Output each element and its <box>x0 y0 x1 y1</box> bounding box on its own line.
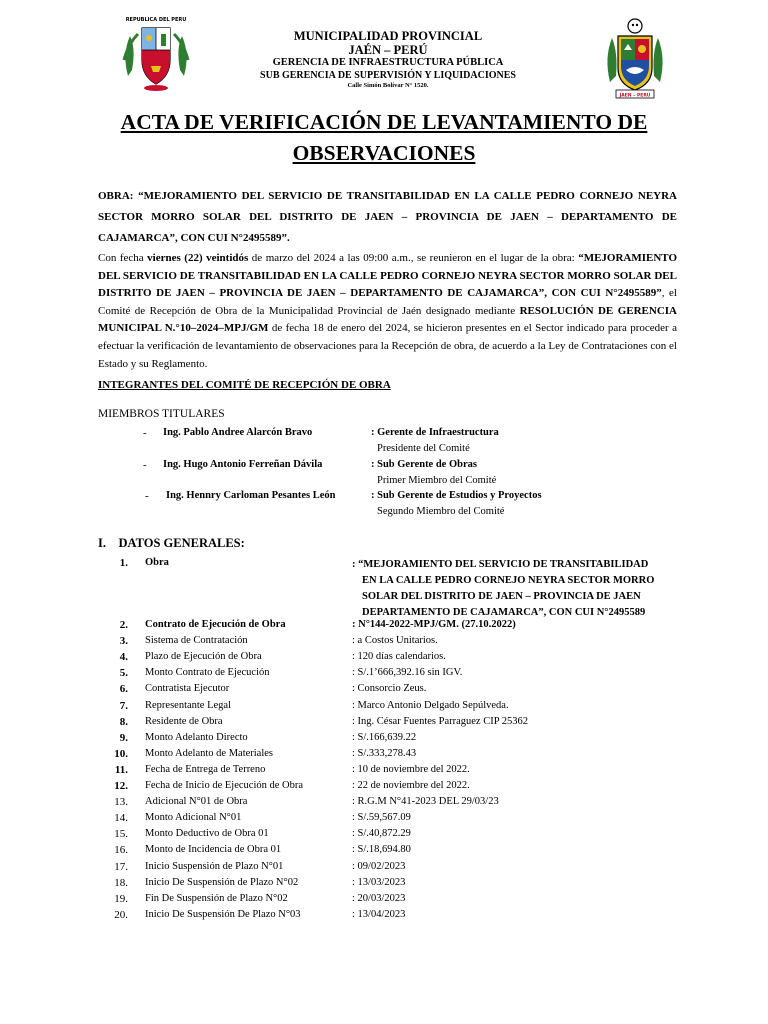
header-city: JAÉN – PERÚ <box>348 43 428 57</box>
row-number: 12. <box>114 780 128 792</box>
row-number: 2. <box>119 619 128 631</box>
row-number: 14. <box>114 812 128 824</box>
member-role: : Sub Gerente de Obras <box>371 459 477 470</box>
member-subtitle: Segundo Miembro del Comité <box>377 506 505 517</box>
document-title-line2: OBSERVACIONES <box>292 141 476 165</box>
header-subdepartment: SUB GERENCIA DE SUPERVISIÓN Y LIQUIDACIONES <box>260 70 516 81</box>
row-number: 18. <box>114 877 128 889</box>
row-value: : N°144-2022-MPJ/GM. (27.10.2022) <box>352 619 516 630</box>
row-number: 13. <box>114 796 128 808</box>
row-value: : a Costos Unitarios. <box>352 635 438 646</box>
member-dash: - <box>145 490 149 502</box>
row-label: Monto Contrato de Ejecución <box>145 667 270 678</box>
row-value: : 22 de noviembre del 2022. <box>352 780 470 791</box>
row-label: Monto Deductivo de Obra 01 <box>145 828 269 839</box>
member-subtitle: Primer Miembro del Comité <box>377 475 497 486</box>
member-dash: - <box>143 459 147 471</box>
row-number: 17. <box>114 861 128 873</box>
jaen-municipal-crest-icon <box>604 16 666 100</box>
row-value: : R.G.M N°41-2023 DEL 29/03/23 <box>352 796 499 807</box>
row-number: 10. <box>114 748 128 760</box>
row-label: Inicio Suspensión de Plazo N°01 <box>145 861 284 872</box>
row-label: Plazo de Ejecución de Obra <box>145 651 262 662</box>
row-value: : Marco Antonio Delgado Sepúlveda. <box>352 700 509 711</box>
row-label: Fecha de Entrega de Terreno <box>145 764 266 775</box>
member-name: Ing. Pablo Andree Alarcón Bravo <box>163 427 313 438</box>
obra-value-line: : “MEJORAMIENTO DEL SERVICIO DE TRANSITABILIDAD <box>352 559 649 570</box>
committee-heading: INTEGRANTES DEL COMITÉ DE RECEPCIÓN DE OBRA <box>98 379 391 391</box>
row-label: Monto Adelanto de Materiales <box>145 748 274 759</box>
header-department: GERENCIA DE INFRAESTRUCTURA PÚBLICA <box>272 57 504 68</box>
row-label: Representante Legal <box>145 700 231 711</box>
narrative-paragraph <box>98 250 677 373</box>
svg-text:REPUBLICA DEL PERU: REPUBLICA DEL PERU <box>125 17 187 23</box>
header-address: Calle Simón Bolívar N° 1520. <box>347 82 429 89</box>
row-number: 15. <box>114 828 128 840</box>
row-label: Fin De Suspensión de Plazo N°02 <box>145 893 288 904</box>
row-value: : 13/03/2023 <box>352 877 406 888</box>
narrative-segment: , el Comité de Recepción de Obra de la Municipalidad Provincial de Jaén designado mediante <box>98 287 677 317</box>
datos-generales-heading: I. DATOS GENERALES: <box>98 536 245 550</box>
row-number: 8. <box>119 716 128 728</box>
row-number: 5. <box>119 667 128 679</box>
row-label: Contratista Ejecutor <box>145 683 230 694</box>
row-value: : S/.59,567.09 <box>352 812 411 823</box>
row-number: 11. <box>114 764 128 776</box>
narrative-segment: de marzo del 2024 a las 09:00 a.m., se reunieron en el lugar de la obra: <box>248 252 579 264</box>
row-label: Monto Adicional N°01 <box>145 812 242 823</box>
row-label: Obra <box>145 557 169 568</box>
row-value: : S/.18,694.80 <box>352 844 411 855</box>
obra-value-line: EN LA CALLE PEDRO CORNEJO NEYRA SECTOR MORRO <box>362 575 655 586</box>
row-value: : S/.1’666,392.16 sin IGV. <box>352 667 463 678</box>
row-value: : 20/03/2023 <box>352 893 406 904</box>
member-subtitle: Presidente del Comité <box>377 443 470 454</box>
row-number: 1. <box>119 557 128 569</box>
row-number: 6. <box>119 683 128 695</box>
row-value: : 09/02/2023 <box>352 861 406 872</box>
row-label: Inicio De Suspensión de Plazo N°02 <box>145 877 299 888</box>
row-label: Residente de Obra <box>145 716 223 727</box>
row-value: : Ing. César Fuentes Parraguez CIP 25362 <box>352 716 529 727</box>
row-label: Adicional N°01 de Obra <box>145 796 248 807</box>
member-role: : Gerente de Infraestructura <box>371 427 499 438</box>
narrative-segment: Con fecha <box>98 252 148 264</box>
obra-value-line: SOLAR DEL DISTRITO DE JAEN – PROVINCIA DE JAEN <box>362 591 641 602</box>
row-number: 20. <box>114 909 128 921</box>
member-name: Ing. Hennry Carloman Pesantes León <box>166 490 336 501</box>
row-value: : Consorcio Zeus. <box>352 683 427 694</box>
row-label: Sistema de Contratación <box>145 635 248 646</box>
row-label: Fecha de Inicio de Ejecución de Obra <box>145 780 304 791</box>
row-label: Monto de Incidencia de Obra 01 <box>145 844 282 855</box>
row-number: 19. <box>114 893 128 905</box>
narrative-segment: viernes (22) veintidós <box>147 252 249 264</box>
row-value: : S/.40,872.29 <box>352 828 411 839</box>
row-number: 9. <box>119 732 128 744</box>
obra-value-line: DEPARTAMENTO DE CAJAMARCA”, CON CUI N°2495589 <box>362 607 646 618</box>
narrative-segment: de fecha 18 de enero del 2024, se hicieron presentes en el Sector indicado para proceder a efectuar la verificación de levantamiento de observaciones para la Recepción de obra, de acuerdo a la Ley de Contrataciones con el Estado y su Reglamento. <box>98 322 677 370</box>
peru-national-shield-icon <box>118 14 194 92</box>
row-value: : 10 de noviembre del 2022. <box>352 764 470 775</box>
row-number: 16. <box>114 844 128 856</box>
row-value: : S/.333,278.43 <box>352 748 417 759</box>
narrative-segment: “MEJORAMIENTO DEL SERVICIO DE TRANSITABILIDAD EN LA CALLE PEDRO CORNEJO NEYRA SECTOR MORRO SOLAR DEL DISTRITO DE JAEN – PROVINCIA DE JAEN – DEPARTAMENTO DE CAJAMARCA”, CON CUI N°2495589” <box>98 252 678 300</box>
obra-value <box>352 557 692 621</box>
row-value: : S/.166,639.22 <box>352 732 417 743</box>
row-label: Monto Adelanto Directo <box>145 732 248 743</box>
member-dash: - <box>143 427 147 439</box>
row-number: 7. <box>119 700 128 712</box>
obra-paragraph: OBRA: “MEJORAMIENTO DEL SERVICIO DE TRANSITABILIDAD EN LA CALLE PEDRO CORNEJO NEYRA SECTOR MORRO SOLAR DEL DISTRITO DE JAEN – PROVINCIA DE JAEN – DEPARTAMENTO DE CAJAMARCA”, CON CUI N°2495589”. <box>98 190 677 244</box>
row-label: Contrato de Ejecución de Obra <box>145 619 286 630</box>
row-value: : 120 días calendarios. <box>352 651 446 662</box>
member-name: Ing. Hugo Antonio Ferreñan Dávila <box>163 459 323 470</box>
member-role: : Sub Gerente de Estudios y Proyectos <box>371 490 542 501</box>
row-number: 3. <box>119 635 128 647</box>
svg-text:JAEN – PERU: JAEN – PERU <box>619 93 651 99</box>
members-label: MIEMBROS TITULARES <box>98 408 225 420</box>
narrative-segment: RESOLUCIÓN DE GERENCIA MUNICIPAL N.°10–2024–MPJ/GM <box>98 304 677 335</box>
row-number: 4. <box>119 651 128 663</box>
row-value: : 13/04/2023 <box>352 909 406 920</box>
row-label: Inicio De Suspensión De Plazo N°03 <box>145 909 301 920</box>
header-municipality: MUNICIPALIDAD PROVINCIAL <box>293 29 483 43</box>
document-title-line1: ACTA DE VERIFICACIÓN DE LEVANTAMIENTO DE <box>120 110 648 134</box>
